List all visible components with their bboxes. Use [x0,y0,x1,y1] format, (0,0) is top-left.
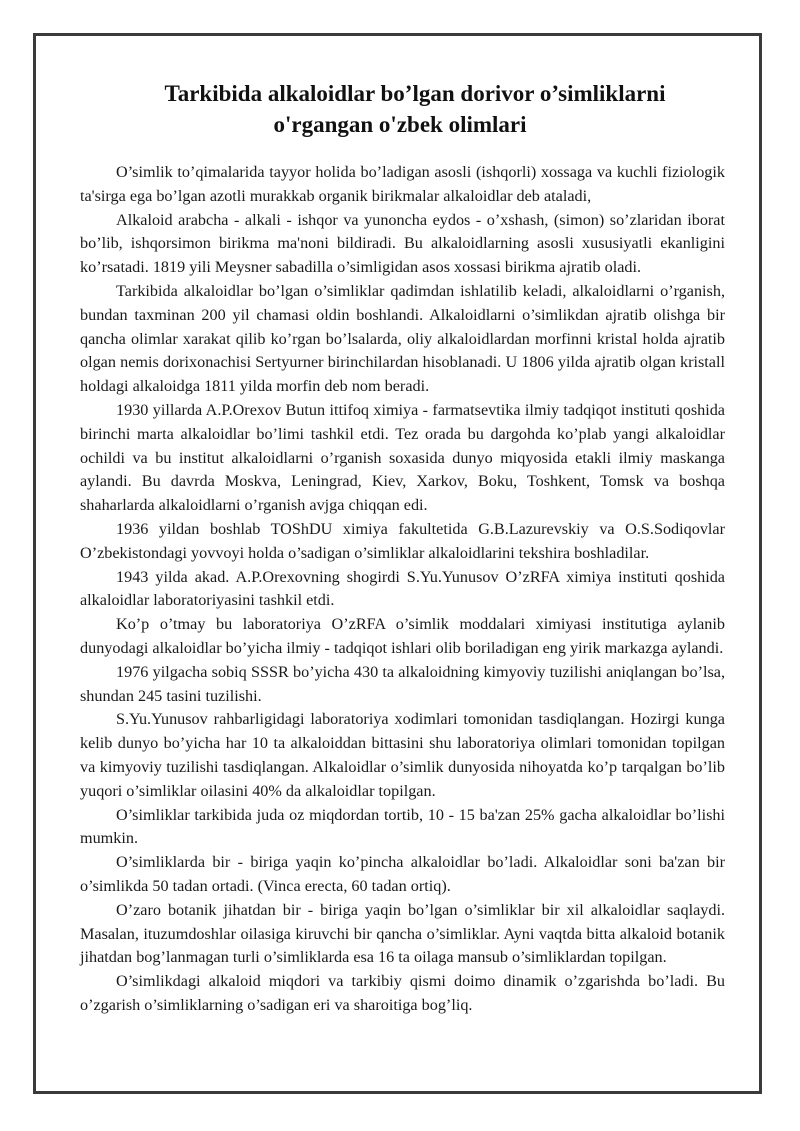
document-title [36,78,764,140]
document-body [80,161,725,1018]
paragraph: 1936 yildan boshlab TOShDU ximiya fakultetida G.B.Lazurevskiy va O.S.Sodiqovlar O’zbekistondagi yovvoyi holda o’sadigan o’simliklar alkaloidlarini tekshira boshladilar. [80,519,725,562]
paragraph: O’zaro botanik jihatdan bir - biriga yaqin bo’lgan o’simliklar bir xil alkaloidlar saqlaydi. Masalan, ituzumdoshlar oilasiga kiruvchi bir qancha o’simliklar. Ayni vaqtda bitta alkaloid botanik jihatdan bog’lanmagan turli o’simliklarda esa 16 ta oilaga mansub o’simliklardan topilgan. [80,900,725,967]
paragraph: Alkaloid arabcha - alkali - ishqor va yunoncha eydos - o’xshash, (simon) so’zlaridan iborat bo’lib, ishqorsimon birikma ma'noni bildiradi. Bu alkaloidlarning asosli xususiyatli ekanligini ko’rsatadi. 1819 yili Meysner sabadilla o’simligidan asos xossasi birikma ajratib oladi. [80,210,725,277]
paragraph: Ko’p o’tmay bu laboratoriya O’zRFA o’simlik moddalari ximiyasi institutiga aylanib dunyodagi alkaloidlar bo’yicha ilmiy - tadqiqot ishlari olib boriladigan eng yirik markazga aylandi. [80,615,725,657]
paragraph: O’simlikdagi alkaloid miqdori va tarkibiy qismi doimo dinamik o’zgarishda bo’ladi. Bu o’zgarish o’simliklarning o’sadigan eri va sharoitiga bog’liq. [80,972,725,1014]
paragraph: S.Yu.Yunusov rahbarligidagi laboratoriya xodimlari tomonidan tasdiqlangan. Hozirgi kunga kelib dunyo bo’yicha har 10 ta alkaloiddan bittasini shu laboratoriya olimlari tomonidan topilgan va kimyoviy tuzilishi tasdiqlangan. Alkaloidlar o’simlik dunyosida nihoyatda ko’p tarqalgan bo’lib yuqori o’simliklar oilasini 40% da alkaloidlar topilgan. [80,710,725,800]
paragraph: O’simliklar tarkibida juda oz miqdordan tortib, 10 - 15 ba'zan 25% gacha alkaloidlar bo’lishi mumkin. [80,805,725,848]
paragraph: O’simliklarda bir - biriga yaqin ko’pincha alkaloidlar bo’ladi. Alkaloidlar soni ba'zan bir o’simlikda 50 tadan ortadi. (Vinca erecta, 60 tadan ortiq). [80,853,725,895]
paragraph: 1976 yilgacha sobiq SSSR bo’yicha 430 ta alkaloidning kimyoviy tuzilishi aniqlangan bo’lsa, shundan 245 tasini tuzilishi. [80,662,725,705]
paragraph: Tarkibida alkaloidlar bo’lgan o’simliklar qadimdan ishlatilib keladi, alkaloidlarni o’rganish, bundan taxminan 200 yil chamasi oldin boshlandi. Alkaloidlarni o’simlikdan ajratib olishga bir qancha olimlar xarakat qilib ko’rgan bo’lsalarda, oliy alkaloidlardan morfinni kristal holda ajratib olgan nemis dorixonachisi Sertyurner birinchilardan hisoblanadi. U 1806 yilda ajratib olgan kristall holdagi alkaloidga 1811 yilda morfin deb nom beradi. [80,281,725,396]
paragraph: O’simlik to’qimalarida tayyor holida bo’ladigan asosli (ishqorli) xossaga va kuchli fiziologik ta'sirga ega bo’lgan azotli murakkab organik birikmalar alkaloidlar deb ataladi, [80,163,725,205]
title-line-1: Tarkibida alkaloidlar bo’lgan dorivor o’simliklarni [164,81,666,106]
paragraph: 1930 yillarda A.P.Orexov Butun ittifoq ximiya - farmatsevtika ilmiy tadqiqot instituti qoshida birinchi marta alkaloidlar bo’limi tashkil etdi. Tez orada bu dargohda ko’plab yangi alkaloidlar ochildi va bu institut alkaloidlarni o’rganish soxasida dunyo miqyosida etakli ilmiy maskanga aylandi. Bu davrda Moskva, Leningrad, Kiev, Xarkov, Boku, Toshkent, Tomsk va boshqa shaharlarda alkaloidlarni o’rganish avjga chiqqan edi. [80,400,725,515]
title-line-2: o'rgangan o'zbek olimlari [273,112,527,137]
paragraph: 1943 yilda akad. A.P.Orexovning shogirdi S.Yu.Yunusov O’zRFA ximiya instituti qoshida alkaloidlar laboratoriyasini tashkil etdi. [80,567,725,610]
